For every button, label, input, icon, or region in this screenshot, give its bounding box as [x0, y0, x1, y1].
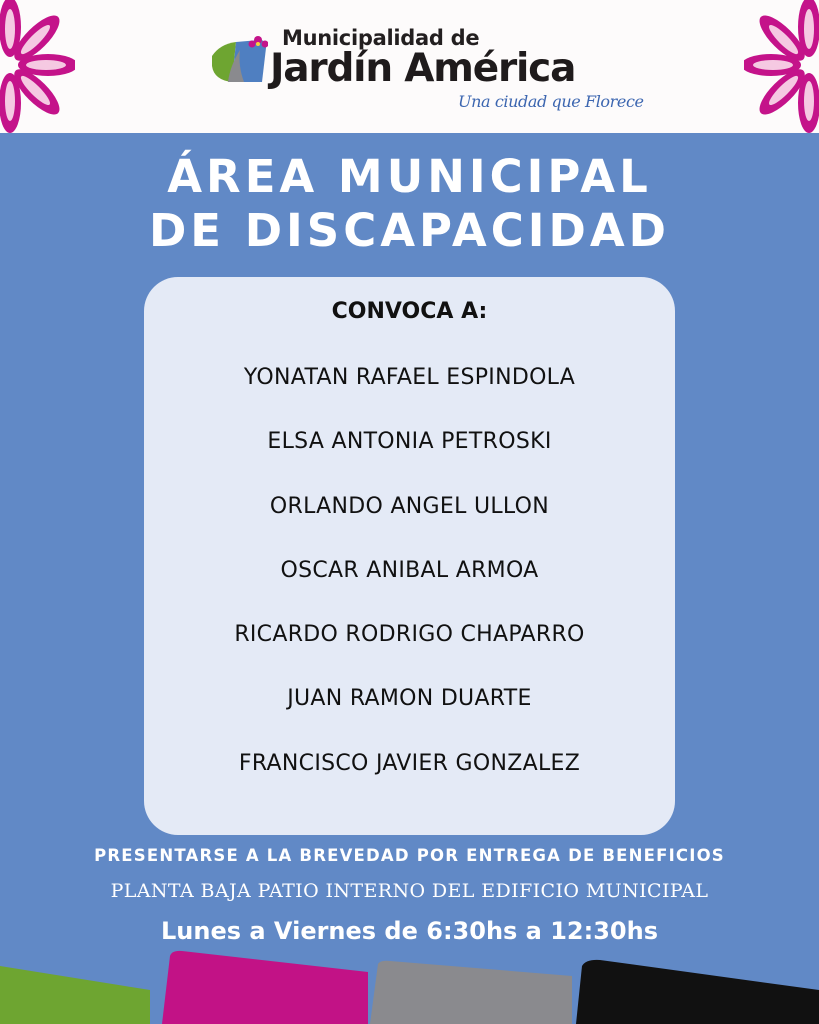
green-band: [0, 966, 150, 1024]
header: [0, 0, 819, 133]
list-item: RICARDO RODRIGO CHAPARRO: [234, 622, 585, 648]
names-card: [144, 277, 675, 835]
list-item: ORLANDO ANGEL ULLON: [269, 493, 550, 519]
list-item: ELSA ANTONIA PETROSKI: [267, 429, 552, 455]
names-list: [144, 363, 675, 813]
logo-big-text: Jardín América: [270, 46, 576, 91]
list-item: FRANCISCO JAVIER GONZALEZ: [238, 750, 581, 776]
card-heading: CONVOCA A:: [331, 299, 488, 324]
footer-hours: Lunes a Viernes de 6:30hs a 12:30hs: [161, 917, 658, 945]
gray-band: [370, 961, 572, 1024]
page-title: [0, 150, 819, 258]
flower-icon: [0, 0, 75, 133]
bottom-decoration: [0, 950, 819, 1024]
footer-location: PLANTA BAJA PATIO INTERNO DEL EDIFICIO MUNICIPAL: [110, 880, 709, 902]
black-band: [576, 960, 819, 1024]
title-line-1: ÁREA MUNICIPAL: [167, 150, 652, 203]
list-item: OSCAR ANIBAL ARMOA: [280, 557, 539, 583]
title-line-2: DE DISCAPACIDAD: [148, 204, 671, 257]
list-item: JUAN RAMON DUARTE: [287, 686, 532, 712]
logo-small-text: Municipalidad de: [282, 26, 480, 50]
flower-icon: [744, 0, 819, 133]
municipal-logo-icon: [210, 36, 268, 88]
municipal-logo: [210, 22, 644, 122]
list-item: YONATAN RAFAEL ESPINDOLA: [243, 365, 576, 390]
logo-tagline: Una ciudad que Florece: [458, 92, 644, 111]
footer-notice: PRESENTARSE A LA BREVEDAD POR ENTREGA DE BENEFICIOS: [94, 846, 725, 865]
magenta-band: [162, 951, 368, 1024]
